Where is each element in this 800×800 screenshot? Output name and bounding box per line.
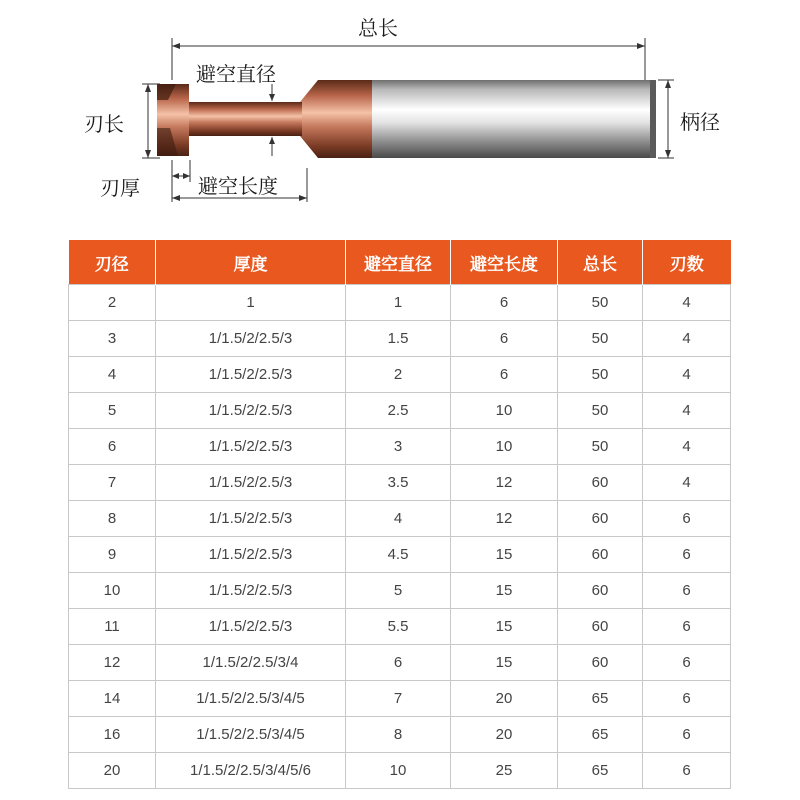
table-cell: 4.5	[346, 537, 451, 573]
header-cell: 避空长度	[451, 240, 558, 285]
table-row	[69, 753, 731, 789]
table-cell: 1.5	[346, 321, 451, 357]
table-cell: 15	[451, 645, 558, 681]
table-row	[69, 573, 731, 609]
table-cell: 2	[346, 357, 451, 393]
table-cell: 3	[69, 321, 156, 357]
table-cell: 50	[558, 357, 643, 393]
table-cell: 6	[643, 753, 731, 789]
blade-length-label: 刃长	[84, 112, 124, 136]
total-length-label: 总长	[358, 16, 398, 40]
table-cell: 1/1.5/2/2.5/3	[156, 573, 346, 609]
table-cell: 1/1.5/2/2.5/3	[156, 357, 346, 393]
table-cell: 2	[69, 285, 156, 321]
table-cell: 6	[451, 321, 558, 357]
table-cell: 6	[643, 645, 731, 681]
table-cell: 1/1.5/2/2.5/3	[156, 393, 346, 429]
table-cell: 6	[69, 429, 156, 465]
table-cell: 50	[558, 321, 643, 357]
table-cell: 60	[558, 609, 643, 645]
table-cell: 1/1.5/2/2.5/3	[156, 501, 346, 537]
table-cell: 12	[451, 465, 558, 501]
header-cell: 总长	[558, 240, 643, 285]
table-cell: 5	[69, 393, 156, 429]
table-cell: 7	[346, 681, 451, 717]
neck-taper	[300, 80, 372, 158]
table-cell: 1	[156, 285, 346, 321]
table-cell: 4	[643, 321, 731, 357]
table-cell: 4	[643, 465, 731, 501]
table-cell: 11	[69, 609, 156, 645]
table-cell: 6	[643, 717, 731, 753]
header-cell: 刃数	[643, 240, 731, 285]
table-cell: 6	[643, 537, 731, 573]
table-cell: 65	[558, 753, 643, 789]
table-cell: 5.5	[346, 609, 451, 645]
table-cell: 20	[69, 753, 156, 789]
relief-neck	[186, 102, 302, 136]
header-row	[69, 240, 731, 285]
table-cell: 15	[451, 609, 558, 645]
table-cell: 6	[643, 609, 731, 645]
table-cell: 1/1.5/2/2.5/3	[156, 429, 346, 465]
table-cell: 60	[558, 645, 643, 681]
table-row	[69, 537, 731, 573]
table-cell: 6	[346, 645, 451, 681]
table-cell: 12	[451, 501, 558, 537]
table-row	[69, 285, 731, 321]
table-cell: 4	[643, 285, 731, 321]
table-row	[69, 609, 731, 645]
table-cell: 50	[558, 429, 643, 465]
table-cell: 25	[451, 753, 558, 789]
table-cell: 6	[643, 501, 731, 537]
table-cell: 16	[69, 717, 156, 753]
table-cell: 10	[451, 393, 558, 429]
table-cell: 1/1.5/2/2.5/3/4/5	[156, 717, 346, 753]
header-cell: 避空直径	[346, 240, 451, 285]
table-cell: 4	[69, 357, 156, 393]
table-cell: 5	[346, 573, 451, 609]
table-cell: 60	[558, 465, 643, 501]
table-cell: 4	[643, 429, 731, 465]
relief-length-label: 避空长度	[198, 174, 278, 198]
table-cell: 6	[643, 681, 731, 717]
table-cell: 15	[451, 573, 558, 609]
table-cell: 20	[451, 717, 558, 753]
table-cell: 10	[451, 429, 558, 465]
table-cell: 10	[69, 573, 156, 609]
table-row	[69, 393, 731, 429]
table-cell: 50	[558, 285, 643, 321]
table-cell: 1/1.5/2/2.5/3	[156, 609, 346, 645]
table-cell: 3.5	[346, 465, 451, 501]
table-row	[69, 681, 731, 717]
table-cell: 12	[69, 645, 156, 681]
table-cell: 1/1.5/2/2.5/3	[156, 465, 346, 501]
table-cell: 3	[346, 429, 451, 465]
table-cell: 6	[451, 357, 558, 393]
header-cell: 刃径	[69, 240, 156, 285]
table-cell: 1/1.5/2/2.5/3	[156, 321, 346, 357]
table-cell: 2.5	[346, 393, 451, 429]
tool-diagram	[0, 0, 800, 230]
table-cell: 9	[69, 537, 156, 573]
table-cell: 1/1.5/2/2.5/3	[156, 537, 346, 573]
table-cell: 4	[346, 501, 451, 537]
table-row	[69, 501, 731, 537]
table-cell: 50	[558, 393, 643, 429]
shank	[372, 80, 654, 158]
table-cell: 4	[643, 393, 731, 429]
table-cell: 8	[346, 717, 451, 753]
table-row	[69, 321, 731, 357]
table-cell: 15	[451, 537, 558, 573]
table-cell: 65	[558, 717, 643, 753]
header-cell: 厚度	[156, 240, 346, 285]
blade-thickness-label: 刃厚	[100, 176, 140, 200]
table-row	[69, 645, 731, 681]
table-row	[69, 465, 731, 501]
table-cell: 1	[346, 285, 451, 321]
table-cell: 1/1.5/2/2.5/3/4/5	[156, 681, 346, 717]
table-cell: 60	[558, 573, 643, 609]
table-row	[69, 357, 731, 393]
table-row	[69, 429, 731, 465]
table-cell: 14	[69, 681, 156, 717]
shank-diameter-label: 柄径	[680, 110, 720, 134]
table-cell: 1/1.5/2/2.5/3/4/5/6	[156, 753, 346, 789]
table-cell: 6	[451, 285, 558, 321]
table-cell: 65	[558, 681, 643, 717]
table-cell: 6	[643, 573, 731, 609]
table-cell: 60	[558, 537, 643, 573]
spec-table	[68, 240, 731, 789]
table-cell: 10	[346, 753, 451, 789]
table-cell: 20	[451, 681, 558, 717]
table-cell: 8	[69, 501, 156, 537]
table-cell: 7	[69, 465, 156, 501]
relief-diameter-label: 避空直径	[196, 62, 276, 86]
table-cell: 1/1.5/2/2.5/3/4	[156, 645, 346, 681]
table-cell: 4	[643, 357, 731, 393]
table-cell: 60	[558, 501, 643, 537]
table-row	[69, 717, 731, 753]
